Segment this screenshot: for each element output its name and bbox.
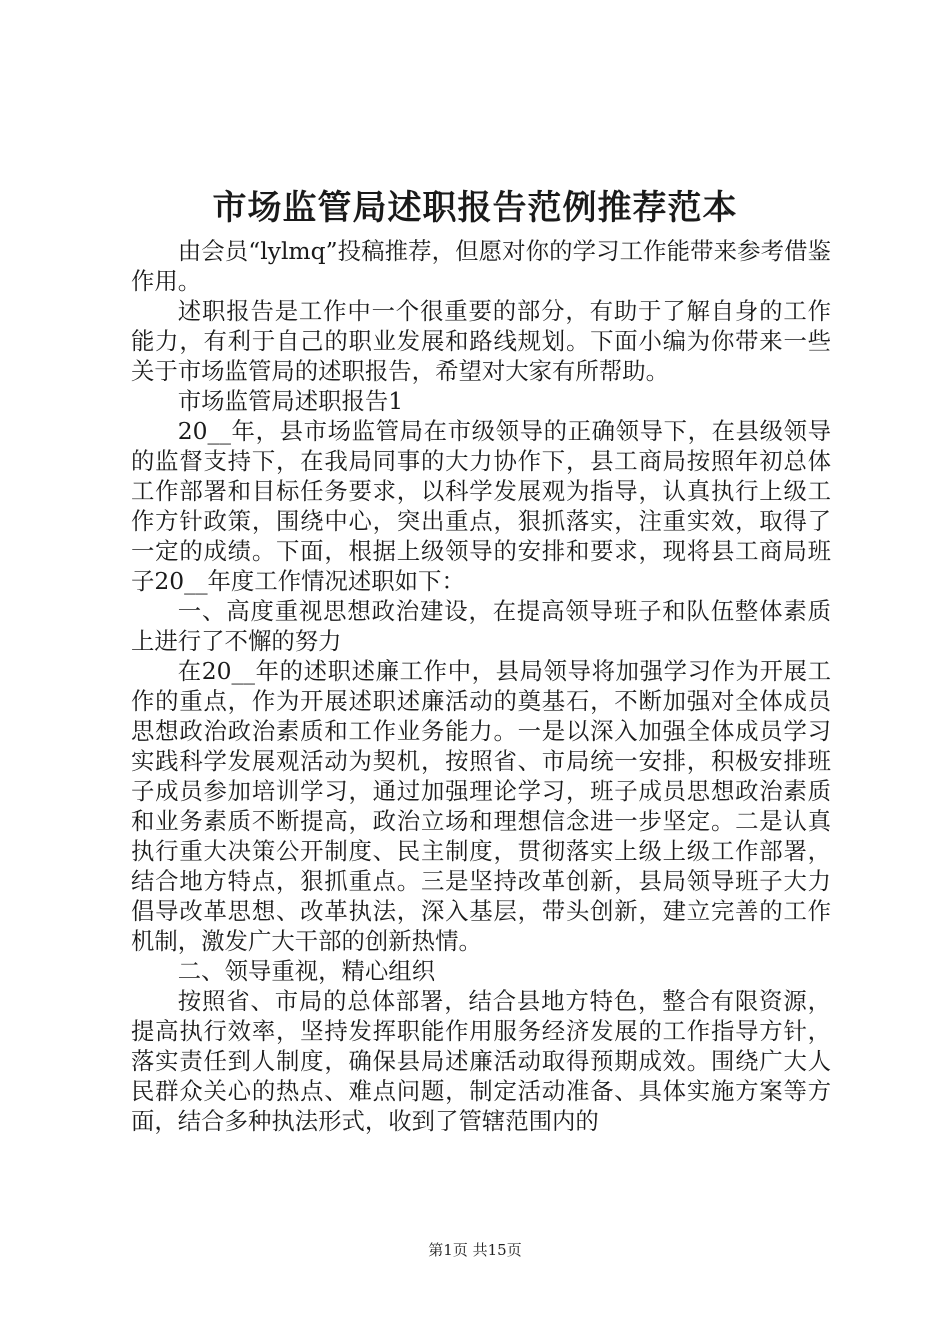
section-heading-1: 一、高度重视思想政治建设，在提高领导班子和队伍整体素质上进行了不懈的努力 (131, 597, 831, 655)
document-title: 市场监管局述职报告范例推荐范本 (212, 188, 738, 228)
paragraph-overview: 20__年，县市场监管局在市级领导的正确领导下，在县级领导的监督支持下，在我局同事的大力协作下，县工商局按照年初总体工作部署和目标任务要求，以科学发展观为指导，认真执行上级工作方针政策，围绕中心，突出重点，狠抓落实，注重实效，取得了一定的成绩。下面，根据上级领导的安排和要求，现将县工商局班子20__年度工作情况述职如下： (131, 417, 831, 595)
document-body (131, 236, 831, 1136)
paragraph-section-2: 按照省、市局的总体部署，结合县地方特色，整合有限资源，提高执行效率，坚持发挥职能作用服务经济发展的工作指导方针，落实责任到人制度，确保县局述廉活动取得预期成效。围绕广大人民群众关心的热点、难点问题，制定活动准备、具体实施方案等方面，结合多种执法形式，收到了管辖范围内的 (131, 987, 831, 1135)
section-heading-2: 二、领导重视，精心组织 (177, 957, 436, 985)
paragraph-purpose: 述职报告是工作中一个很重要的部分，有助于了解自身的工作能力，有利于自己的职业发展和路线规划。下面小编为你带来一些关于市场监管局的述职报告，希望对大家有所帮助。 (131, 297, 831, 385)
paragraph-section-1: 在20__年的述职述廉工作中，县局领导将加强学习作为开展工作的重点，作为开展述职述廉活动的奠基石，不断加强对全体成员思想政治政治素质和工作业务能力。一是以深入加强全体成员学习实践科学发展观活动为契机，按照省、市局统一安排，积极安排班子成员参加培训学习，通过加强理论学习，班子成员思想政治素质和业务素质不断提高，政治立场和理想信念进一步坚定。二是认真执行重大决策公开制度、民主制度，贯彻落实上级上级工作部署，结合地方特点，狠抓重点。三是坚持改革创新，县局领导班子大力倡导改革思想、改革执法，深入基层，带头创新，建立完善的工作机制，激发广大干部的创新热情。 (131, 657, 831, 955)
paragraph-intro: 由会员“lylmq”投稿推荐，但愿对你的学习工作能带来参考借鉴作用。 (131, 237, 831, 295)
section-heading-report-1: 市场监管局述职报告1 (177, 387, 404, 415)
page-number-footer: 第1页 共15页 (428, 1241, 522, 1259)
